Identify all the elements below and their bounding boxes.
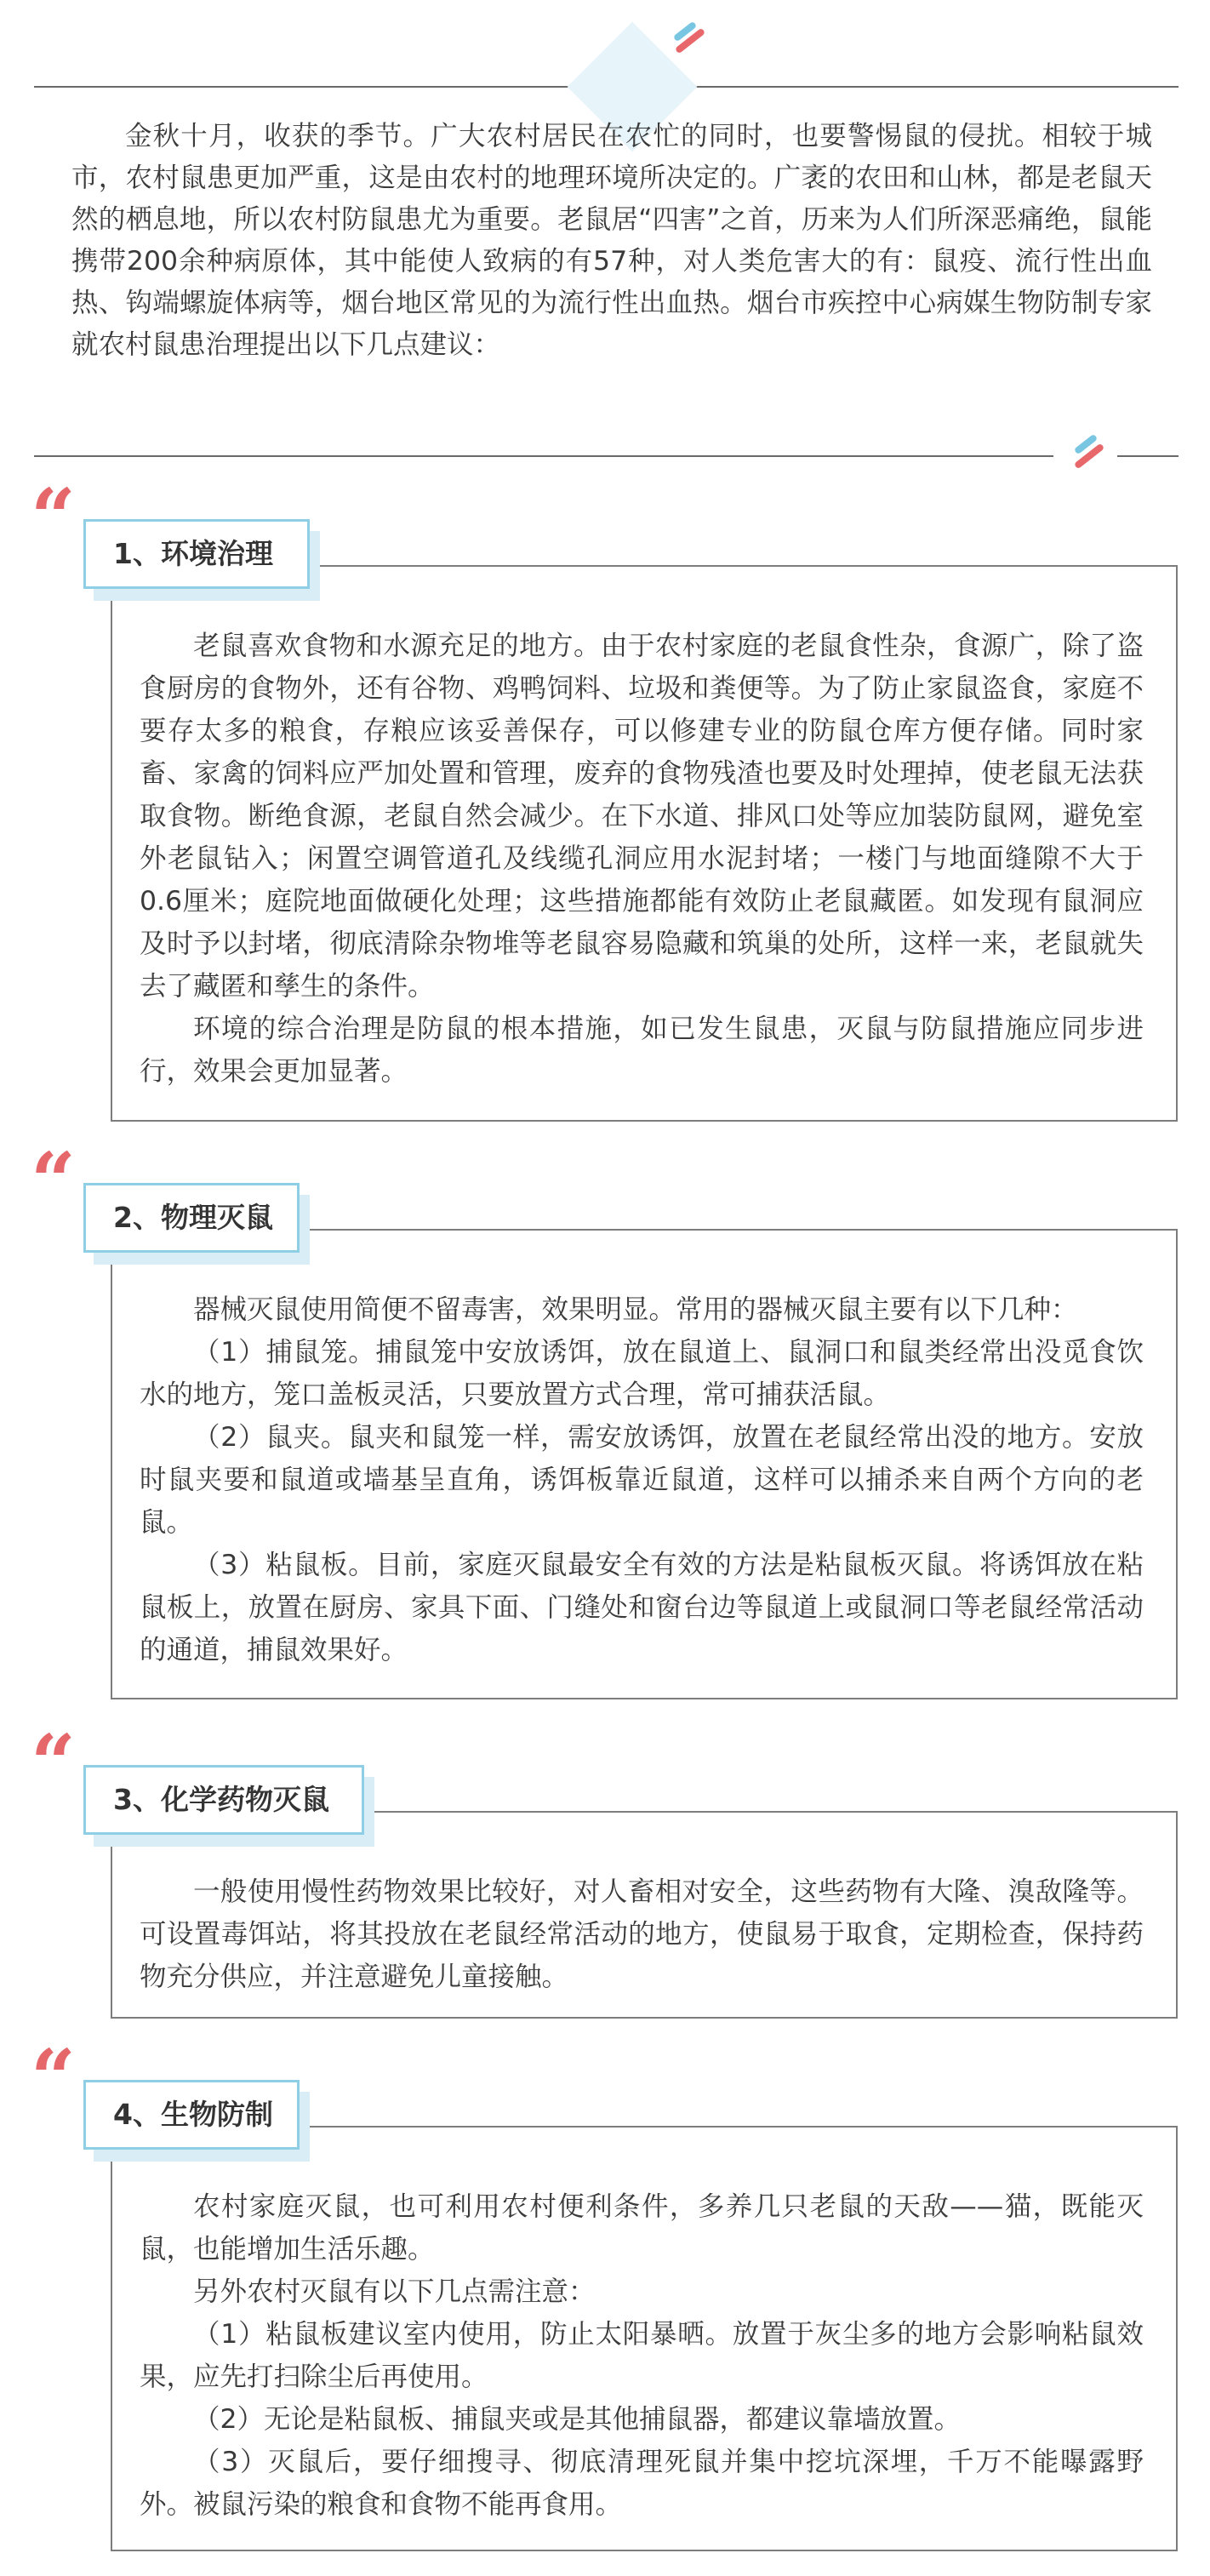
section-content-box — [111, 1229, 1178, 1699]
section-paragraph: 一般使用慢性药物效果比较好，对人畜相对安全，这些药物有大隆、溴敌隆等。可设置毒饵站，将其投放在老鼠经常活动的地方，使鼠易于取食，定期检查，保持药物充分供应，并注意避免儿童接触。 — [140, 1876, 1144, 1992]
section-content-box — [111, 565, 1178, 1122]
section-title: 4、生物防制 — [83, 2080, 300, 2150]
section-paragraph: （2）无论是粘鼠板、捕鼠夹或是其他捕鼠器，都建议靠墙放置。 — [193, 2404, 962, 2435]
mid-divider-right — [1117, 455, 1179, 457]
quote-mark-icon: “ — [31, 2032, 76, 2124]
quote-mark-icon: “ — [31, 1135, 76, 1227]
section-title: 3、化学药物灭鼠 — [83, 1765, 364, 1835]
section-paragraph: 农村家庭灭鼠，也可利用农村便利条件，多养几只老鼠的天敌——猫，既能灭鼠，也能增加生活乐趣。 — [140, 2191, 1144, 2265]
quote-mark-icon: “ — [31, 471, 76, 563]
section-title: 1、环境治理 — [83, 519, 310, 589]
mid-divider-left — [34, 455, 1053, 457]
section-paragraph: （1）粘鼠板建议室内使用，防止太阳暴晒。放置于灰尘多的地方会影响粘鼠效果，应先打扫除尘后再使用。 — [140, 2319, 1144, 2392]
section-body — [112, 2128, 1176, 2526]
section-body — [112, 1231, 1176, 1671]
section-paragraph: 老鼠喜欢食物和水源充足的地方。由于农村家庭的老鼠食性杂，食源广，除了盗食厨房的食物外，还有谷物、鸡鸭饲料、垃圾和粪便等。为了防止家鼠盗食，家庭不要存太多的粮食，存粮应该妥善保存，可以修建专业的防鼠仓库方便存储。同时家畜、家禽的饲料应严加处置和管理，废弃的食物残渣也要及时处理掉，使老鼠无法获取食物。断绝食源，老鼠自然会减少。在下水道、排风口处等应加装防鼠网，避免室外老鼠钻入；闲置空调管道孔及线缆孔洞应用水泥封堵；一楼门与地面缝隙不大于0.6厘米；庭院地面做硬化处理；这些措施都能有效防止老鼠藏匿。如发现有鼠洞应及时予以封堵，彻底清除杂物堆等老鼠容易隐藏和筑巢的处所，这样一来，老鼠就失去了藏匿和孳生的条件。 — [140, 631, 1144, 1002]
section-title: 2、物理灭鼠 — [83, 1183, 300, 1253]
intro-paragraph: 金秋十月，收获的季节。广大农村居民在农忙的同时，也要警惕鼠的侵扰。相较于城市，农村鼠患更加严重，这是由农村的地理环境所决定的。广袤的农田和山林，都是老鼠天然的栖息地，所以农村防鼠患尤为重要。老鼠居“四害”之首，历来为人们所深恶痛绝，鼠能携带200余种病原体，其中能使人致病的有57种，对人类危害大的有：鼠疫、流行性出血热、钩端螺旋体病等，烟台地区常见的为流行性出血热。烟台市疾控中心病媒生物防制专家就农村鼠患治理提出以下几点建议： — [71, 121, 1152, 360]
section-content-box — [111, 2126, 1178, 2551]
section-paragraph: 另外农村灭鼠有以下几点需注意： — [193, 2276, 596, 2307]
section-chemical — [0, 1717, 1210, 2022]
section-paragraph: 器械灭鼠使用简便不留毒害，效果明显。常用的器械灭鼠主要有以下几种： — [193, 1294, 1078, 1325]
section-environment — [0, 471, 1210, 1125]
section-paragraph: （3）粘鼠板。目前，家庭灭鼠最安全有效的方法是粘鼠板灭鼠。将诱饵放在粘鼠板上，放置在厨房、家具下面、门缝处和窗台边等鼠道上或鼠洞口等老鼠经常活动的通道，捕鼠效果好。 — [140, 1550, 1144, 1665]
top-divider-left — [34, 86, 570, 88]
section-body — [112, 567, 1176, 1093]
section-paragraph: （1）捕鼠笼。捕鼠笼中安放诱饵，放在鼠道上、鼠洞口和鼠类经常出没觅食饮水的地方，笼口盖板灵活，只要放置方式合理，常可捕获活鼠。 — [140, 1337, 1144, 1410]
section-paragraph: 环境的综合治理是防鼠的根本措施，如已发生鼠患，灭鼠与防鼠措施应同步进行，效果会更加显著。 — [140, 1014, 1144, 1087]
quote-mark-icon: “ — [31, 1717, 76, 1809]
section-paragraph: （2）鼠夹。鼠夹和鼠笼一样，需安放诱饵，放置在老鼠经常出没的地方。安放时鼠夹要和鼠道或墙基呈直角，诱饵板靠近鼠道，这样可以捕杀来自两个方向的老鼠。 — [140, 1422, 1144, 1538]
top-divider-right — [693, 86, 1179, 88]
section-physical — [0, 1135, 1210, 1712]
section-paragraph: （3）灭鼠后，要仔细搜寻、彻底清理死鼠并集中挖坑深埋，千万不能曝露野外。被鼠污染的粮食和食物不能再食用。 — [140, 2447, 1144, 2520]
section-biological — [0, 2032, 1210, 2575]
